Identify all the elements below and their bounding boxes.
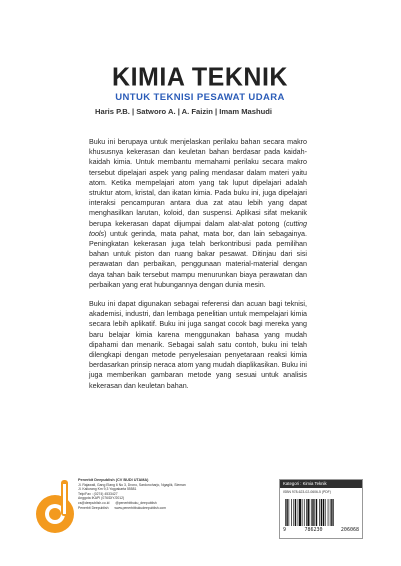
publisher-address-2: Jl. Kaliurang Km 9,3 Yogyakarta 55581 <box>78 487 137 492</box>
publisher-block <box>34 476 194 556</box>
publisher-website: www.penerbitbukudeepublish.com <box>114 505 167 510</box>
barcode-box <box>279 479 363 539</box>
blurb-paragraph-2: Buku ini dapat digunakan sebagai referensi dan acuan bagi teknisi, akademisi, industri, dan lembaga penelitian untuk mempelajari kimia secara lebih aplikatif. Buku ini juga sangat cocok bagi mereka yang baru belajar kimia karena menggunakan bahasa yang mudah dipahami dan menarik. Sebagai salah satu contoh, buku ini telah dilengkapi dengan metode penyelesaian penyetaraan reaksi kimia berdasarkan prinsip neraca atom yang mudah diaplikasikan. Buku ini juga memberikan gambaran metode yang sesuai untuk analisis kekerasan dan keuletan bahan. <box>89 300 307 390</box>
publisher-logo-icon <box>34 476 76 536</box>
barcode-digit-first: 9 <box>283 527 287 533</box>
barcode-digit-group-2: 206068 <box>340 527 359 533</box>
barcode-bars <box>283 499 359 526</box>
publisher-info <box>78 478 198 510</box>
blurb-italic-term: cutting tools <box>89 219 307 238</box>
blurb-paragraph-1 <box>89 137 307 290</box>
publisher-facebook: Penerbit Deepublish <box>78 505 109 510</box>
publisher-instagram: @penerbitbuku_deepublish <box>115 500 157 505</box>
barcode-digit-group-1: 786230 <box>304 527 323 533</box>
blurb-paragraph-1-part-2: ) untuk gerinda, mata pahat, mata bor, dan lain sebagainya. Peningkatan kekerasan juga telah berkontribusi pada pemilihan bahan untuk piston dan ruang bakar pesawat. Ditinjau dari sisi perawatan dan perbaikan, penggunaan material-material dengan daya tahan baik tersebut mampu menurunkan biaya perawatan dan perbaikan yang erat hubungannya dengan dunia mesin. <box>89 229 307 289</box>
publisher-name: Penerbit Deepublish (CV BUDI UTAMA) <box>78 478 149 482</box>
publisher-email: cs@deepublish.co.id <box>78 500 110 505</box>
category-label: Kategori : Kimia Teknik <box>280 480 362 488</box>
book-title: KIMIA TEKNIK <box>112 62 288 92</box>
barcode-digits <box>283 527 359 533</box>
publisher-member: Anggota IKAPI (076/DIY/2012) <box>78 496 125 501</box>
publisher-social-row-2 <box>78 506 198 511</box>
blurb-paragraph-1-part-1: Buku ini berupaya untuk menjelaskan perilaku bahan secara makro khususnya kekerasan dan keuletan bahan berdasar pada kaidah-kaidah kimia. Untuk membantu memahami perilaku secara makro tersebut dipelajari aspek yang paling mendasar dalam materi yaitu atom. Ketika mempelajari atom yang tak luput dipelajari adalah struktur atom, kristal, dan ikatan kimia. Pada buku ini, juga dipelajari interaksi pencampuran antara dua zat atau lebih yang dapat menghasilkan larutan, koloid, dan suspensi. Aplikasi sifat mekanik berupa kekerasan dapat dijumpai dalam alat-alat potong ( <box>89 138 307 228</box>
isbn-text: ISBN 978-623-02-0606-5 (PDF) <box>283 490 331 494</box>
book-subtitle: UNTUK TEKNISI PESAWAT UDARA <box>115 92 285 103</box>
blurb-text <box>89 137 307 400</box>
cover-header <box>85 64 315 117</box>
publisher-address-1: Jl. Rajawali, Gang Elang 6 No 3, Drono, Sardonoharjo, Ngaglik, Sleman <box>78 482 186 487</box>
publisher-phone: Telp/Fax : (0274) 4533427 <box>78 491 118 496</box>
book-authors: Haris P.B. | Satworo A. | A. Faizin | Imam Mashudi <box>95 107 272 116</box>
